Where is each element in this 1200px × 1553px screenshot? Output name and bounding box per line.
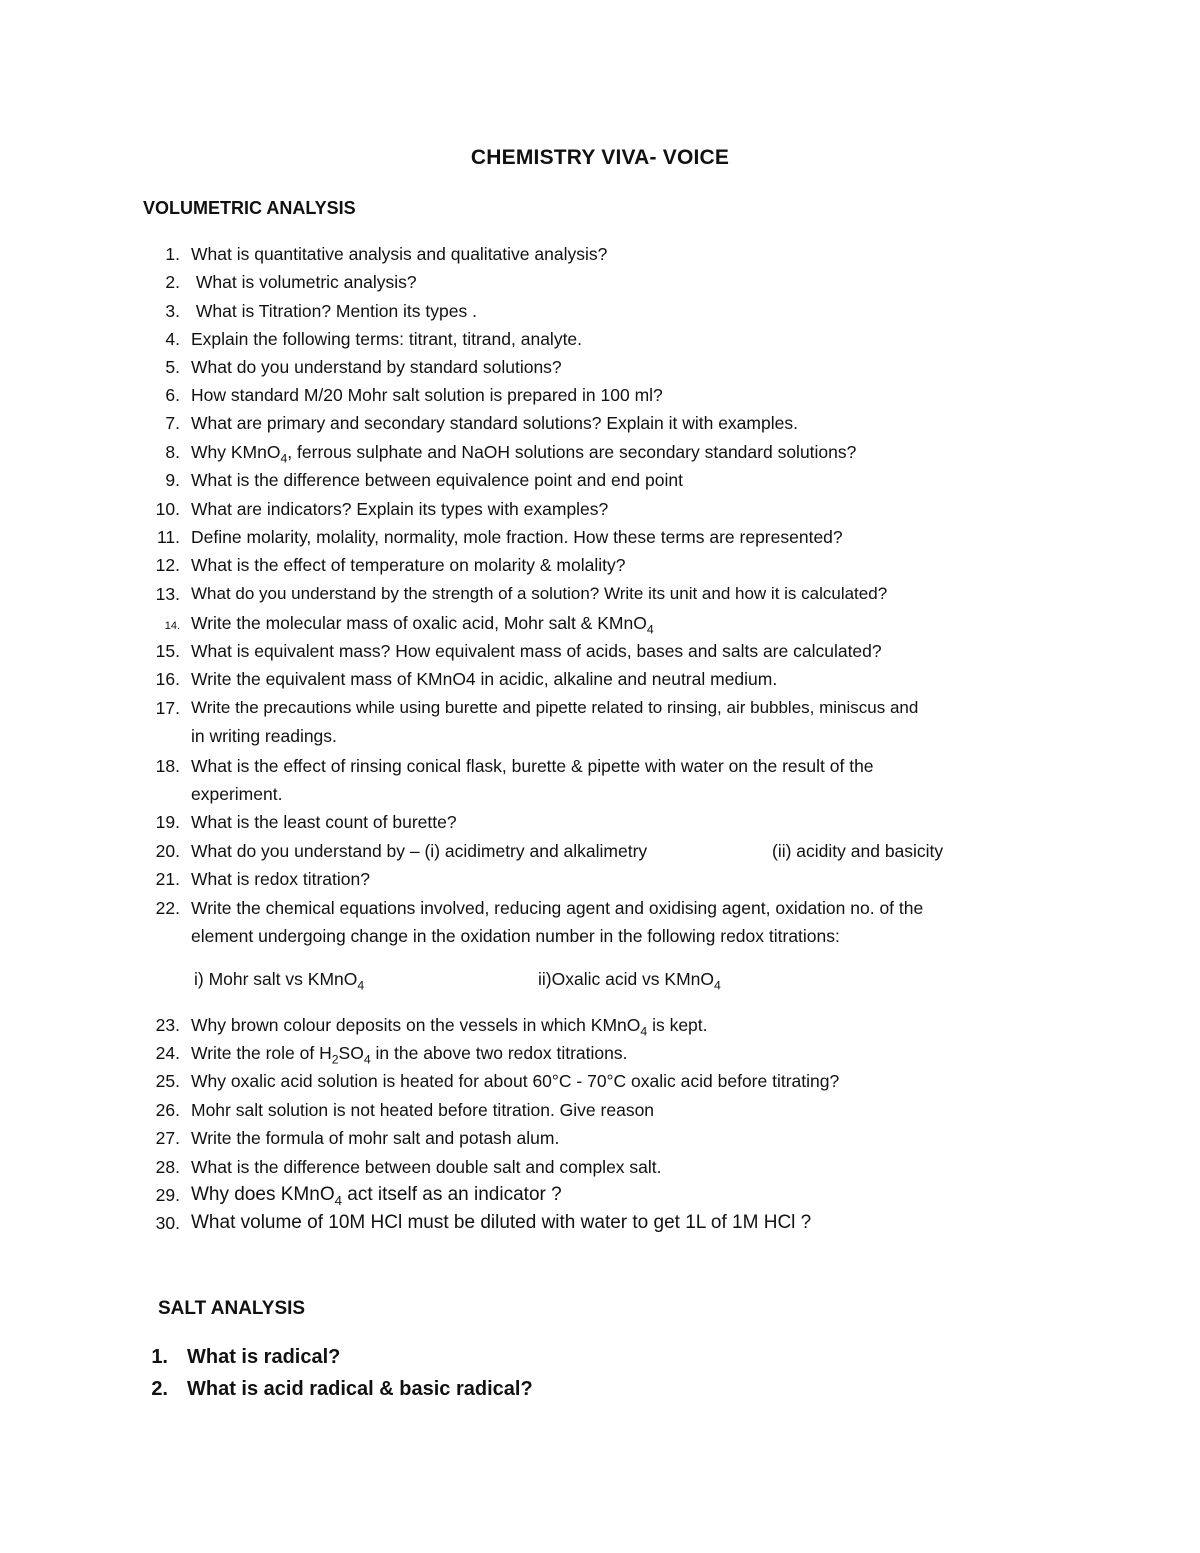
- question-number: 5.: [165, 357, 180, 377]
- question-number: 3.: [165, 301, 180, 321]
- question-text: Define molarity, molality, normality, mole fraction. How these terms are represented?: [191, 527, 843, 547]
- question-text: Why brown colour deposits on the vessels in which KMnO$_4$ is kept.: [191, 1015, 708, 1039]
- question-number: 22.: [155, 898, 180, 918]
- question-number: 16.: [155, 669, 180, 689]
- question-text: What are primary and secondary standard solutions? Explain it with examples.: [191, 413, 798, 433]
- document-title: CHEMISTRY VIVA- VOICE: [470, 146, 730, 169]
- question-number: 2.: [151, 1378, 168, 1400]
- question-text: What is the effect of rinsing conical flask, burette & pipette with water on the result of the: [191, 756, 874, 776]
- question-text: Why does KMnO$_4$ act itself as an indicator ?: [191, 1184, 562, 1208]
- question-text: Write the equivalent mass of KMnO4 in acidic, alkaline and neutral medium.: [191, 669, 778, 689]
- question-text: Why KMnO$_4$, ferrous sulphate and NaOH solutions are secondary standard solutions?: [191, 442, 857, 466]
- question-number: 23.: [155, 1015, 180, 1035]
- question-text: What is the difference between equivalence point and end point: [191, 470, 683, 490]
- question-number: 15.: [155, 641, 180, 661]
- question-text: Write the molecular mass of oxalic acid, Mohr salt & KMnO$_4$: [191, 613, 654, 637]
- question-text: What do you understand by – (i) acidimetry and alkalimetry: [191, 841, 648, 861]
- question-number: 13.: [155, 584, 180, 604]
- question-text: Write the formula of mohr salt and potash alum.: [191, 1128, 560, 1148]
- question-number: 10.: [155, 499, 180, 519]
- question-text: What is equivalent mass? How equivalent mass of acids, bases and salts are calculated?: [191, 641, 882, 661]
- question-text: What do you understand by the strength of a solution? Write its unit and how it is calculated?: [191, 584, 888, 603]
- question-number: 2.: [165, 272, 180, 292]
- question-text: What are indicators? Explain its types with examples?: [191, 499, 609, 519]
- question-text-continued: in writing readings.: [191, 726, 337, 746]
- question-text-continued: experiment.: [191, 784, 283, 804]
- question-number: 28.: [155, 1157, 180, 1177]
- question-text: Write the precautions while using burette and pipette related to rinsing, air bubbles, miniscus and: [191, 698, 919, 717]
- question-text: What is redox titration?: [191, 869, 370, 889]
- titration-i: i) Mohr salt vs KMnO$_4$: [194, 969, 365, 993]
- question-number: 18.: [155, 756, 180, 776]
- question-number: 8.: [165, 442, 180, 462]
- titration-ii: ii)Oxalic acid vs KMnO$_4$: [538, 969, 721, 993]
- question-number: 6.: [165, 385, 180, 405]
- question-text: Mohr salt solution is not heated before titration. Give reason: [191, 1100, 655, 1120]
- question-text-part-ii: (ii) acidity and basicity: [772, 841, 944, 861]
- question-number: 9.: [165, 470, 180, 490]
- question-number: 7.: [165, 413, 180, 433]
- question-text: Write the chemical equations involved, reducing agent and oxidising agent, oxidation no. of the: [191, 898, 924, 918]
- question-number: 12.: [155, 555, 180, 575]
- question-number: 17.: [155, 698, 180, 718]
- question-number: 21.: [155, 869, 180, 889]
- question-number: 27.: [155, 1128, 180, 1148]
- question-number: 20.: [155, 841, 180, 861]
- question-number: 26.: [155, 1100, 180, 1120]
- question-text: What is radical?: [187, 1346, 341, 1368]
- question-number: 30.: [155, 1213, 180, 1233]
- section-heading-volumetric: VOLUMETRIC ANALYSIS: [143, 198, 356, 218]
- question-text: What is the effect of temperature on molarity & molality?: [191, 555, 626, 575]
- question-number: 1.: [151, 1346, 168, 1368]
- question-text: What is volumetric analysis?: [191, 272, 417, 292]
- question-number: 1.: [165, 244, 180, 264]
- question-number: 14.: [164, 620, 180, 632]
- question-number: 19.: [155, 812, 180, 832]
- question-text: What is acid radical & basic radical?: [187, 1378, 533, 1400]
- question-text-continued: element undergoing change in the oxidation number in the following redox titrations:: [191, 926, 840, 946]
- question-number: 24.: [155, 1043, 180, 1063]
- question-text: What do you understand by standard solutions?: [191, 357, 562, 377]
- question-number: 11.: [156, 527, 180, 547]
- question-text: What volume of 10M HCl must be diluted with water to get 1L of 1M HCl ?: [191, 1212, 812, 1233]
- question-number: 25.: [155, 1071, 180, 1091]
- question-number: 29.: [155, 1185, 180, 1205]
- question-text: What is Titration? Mention its types .: [191, 301, 477, 321]
- question-text: What is quantitative analysis and qualitative analysis?: [191, 244, 608, 264]
- question-text: Why oxalic acid solution is heated for about 60°C - 70°C oxalic acid before titrating?: [191, 1071, 840, 1091]
- question-number: 4.: [165, 329, 180, 349]
- question-text: How standard M/20 Mohr salt solution is prepared in 100 ml?: [191, 385, 663, 405]
- question-text: What is the least count of burette?: [191, 812, 457, 832]
- question-text: Explain the following terms: titrant, titrand, analyte.: [191, 329, 583, 349]
- question-text: What is the difference between double salt and complex salt.: [191, 1157, 662, 1177]
- question-text: Write the role of $H_2SO_4$ in the above two redox titrations.: [191, 1043, 628, 1067]
- section-heading-salt: SALT ANALYSIS: [158, 1298, 306, 1319]
